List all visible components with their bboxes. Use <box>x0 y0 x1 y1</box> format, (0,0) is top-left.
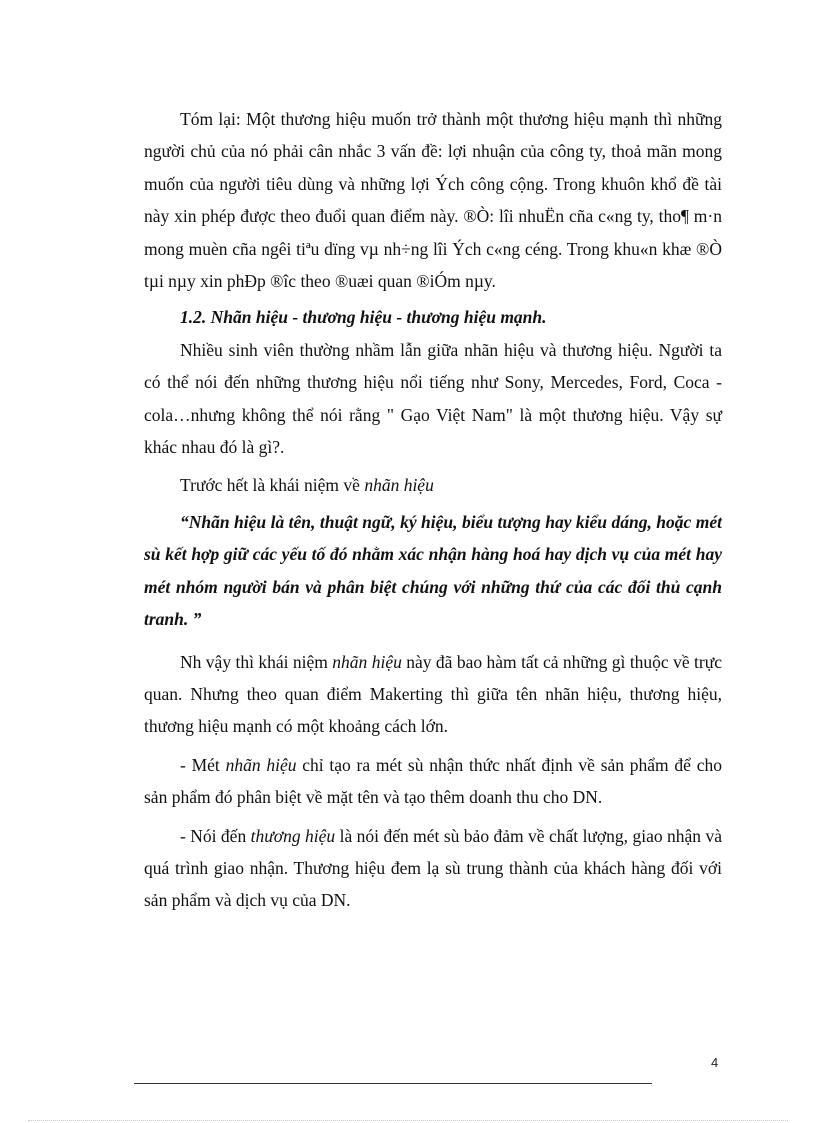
page-body <box>144 103 722 917</box>
analysis-suffix: này đã bao hàm tất cả những gì thuộc về trực quan. Nhưng theo quan điểm Makerting thì giữa tên nhãn hiệu, thương hiệu, thương hiệu mạnh có một khoảng cách lớn. <box>144 651 722 737</box>
analysis-term: nhãn hiệu <box>332 651 402 672</box>
bullet-paragraph-2 <box>144 820 722 917</box>
bullet2-suffix: là nói đến mét sù bảo đảm về chất lượng, giao nhận và quá trình giao nhận. Thương hiệu đem lạ sù trung thành của khách hàng đối với sản phẩm và dịch vụ của DN. <box>144 825 722 911</box>
bullet1-suffix: chỉ tạo ra mét sù nhận thức nhất định về sản phẩm để cho sản phẩm đó phân biệt về mặt tên và tạo thêm doanh thu cho DN. <box>144 754 722 808</box>
concept-prefix: Trước hết là khái niệm về <box>180 475 365 496</box>
definition-quote: “Nhãn hiệu là tên, thuật ngữ, ký hiệu, biểu tượng hay kiểu dáng, hoặc mét sù kết hợp giữ các yếu tố đó nhằm xác nhận hàng hoá hay dịch vụ của mét hay mét nhóm người bán và phân biệt chúng với những thứ của các đối thủ cạnh tranh. ” <box>144 511 722 630</box>
bullet2-term: thương hiệu <box>250 825 336 846</box>
footer-divider <box>134 1083 652 1084</box>
section-heading: 1.2. Nhãn hiệu - thương hiệu - thương hiệu mạnh. <box>180 307 547 328</box>
analysis-paragraph <box>144 646 722 743</box>
summary-paragraph: Tóm lại: Một thương hiệu muốn trở thành một thương hiệu mạnh thì những người chủ của nó phải cân nhắc 3 vấn đề: lợi nhuận của công ty, thoả mãn mong muốn của người tiêu dùng và những lợi Ých công cộng. Trong khuôn khổ đề tài này xin phép được theo đuổi quan điểm này. ®Ò: lîi nhuËn cña c«ng ty, tho¶ m·n mong muèn cña ngêi tiªu dïng vµ nh÷ng lîi Ých c«ng céng. Trong khu«n khæ ®Ò tµi nµy xin phÐp ®îc theo ®uæi quan ®iÓm nµy. <box>144 109 722 292</box>
concept-paragraph <box>144 469 722 501</box>
bullet2-prefix: - Nói đến <box>180 825 251 846</box>
analysis-prefix: Nh vậy thì khái niệm <box>180 651 333 672</box>
bullet1-prefix: - Mét <box>180 754 226 775</box>
intro-paragraph: Nhiều sinh viên thường nhầm lẫn giữa nhãn hiệu và thương hiệu. Người ta có thể nói đến những thương hiệu nổi tiếng như Sony, Mercedes, Ford, Coca - cola…nhưng không thể nói rằng " Gạo Việt Nam" là một thương hiệu. Vậy sự khác nhau đó là gì?. <box>144 339 722 458</box>
bullet-paragraph-1 <box>144 749 722 814</box>
concept-term: nhãn hiệu <box>364 475 434 496</box>
page-number: 4 <box>711 1055 719 1070</box>
bullet1-term: nhãn hiệu <box>225 754 297 775</box>
page-boundary <box>28 1120 788 1121</box>
